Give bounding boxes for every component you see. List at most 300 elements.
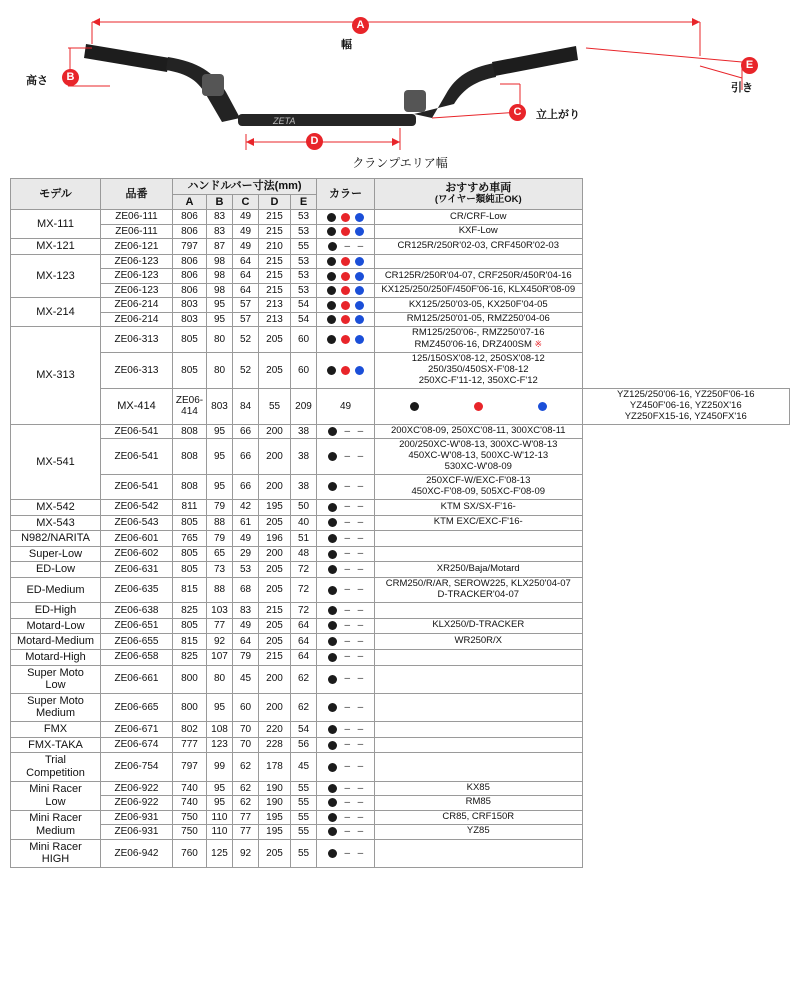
table-row xyxy=(11,224,790,239)
cell-dim-c: 77 xyxy=(233,810,259,825)
cell-dim-e: 38 xyxy=(291,439,317,475)
cell-color xyxy=(317,562,375,578)
cell-color xyxy=(317,327,375,353)
color-dot-red xyxy=(341,227,350,236)
cell-dim-c: 45 xyxy=(233,665,259,693)
color-dot-blue xyxy=(355,286,364,295)
cell-model: Super-Low xyxy=(11,546,101,562)
color-none: – xyxy=(344,517,351,529)
cell-dim-a: 805 xyxy=(173,515,207,531)
cell-dim-c: 62 xyxy=(233,796,259,811)
cell-dim-e: 64 xyxy=(291,618,317,634)
color-none: – xyxy=(357,620,364,632)
cell-model: MX-214 xyxy=(11,298,101,327)
cell-bike: CR85, CRF150R xyxy=(375,810,582,825)
cell-bike: KX85 xyxy=(375,781,582,796)
cell-dim-b: 95 xyxy=(207,693,233,721)
color-dot-black xyxy=(328,550,337,559)
cell-dim-e: 48 xyxy=(291,546,317,562)
cell-part-number: ZE06-121 xyxy=(101,239,173,255)
cell-dim-c: 61 xyxy=(233,515,259,531)
cell-dim-c: 79 xyxy=(233,649,259,665)
cell-bike xyxy=(375,753,582,781)
color-dot-blue xyxy=(355,272,364,281)
cell-part-number: ZE06-543 xyxy=(101,515,173,531)
cell-bike xyxy=(375,722,582,738)
color-dot-black xyxy=(328,606,337,615)
cell-color xyxy=(317,737,375,753)
cell-model: Motard-Low xyxy=(11,618,101,634)
cell-dim-c: 49 xyxy=(233,224,259,239)
cell-dim-c: 66 xyxy=(233,475,259,500)
cell-dim-a: 806 xyxy=(173,224,207,239)
cell-dim-d: 215 xyxy=(259,602,291,618)
cell-dim-d: 200 xyxy=(259,693,291,721)
cell-dim-d: 215 xyxy=(259,254,291,269)
cell-dim-d: 215 xyxy=(259,283,291,298)
cell-dim-e: 40 xyxy=(291,515,317,531)
cell-dim-c: 92 xyxy=(233,839,259,867)
table-row xyxy=(11,254,790,269)
color-none: – xyxy=(344,532,351,544)
cell-dim-a: 777 xyxy=(173,737,207,753)
cell-dim-a: 803 xyxy=(173,312,207,327)
cell-dim-c: 70 xyxy=(233,737,259,753)
cell-model: Motard-High xyxy=(11,649,101,665)
cell-dim-e: 55 xyxy=(291,839,317,867)
cell-color xyxy=(317,515,375,531)
cell-bike: YZ85 xyxy=(375,825,582,840)
table-row xyxy=(11,825,790,840)
color-dot-red xyxy=(341,366,350,375)
color-none: – xyxy=(357,673,364,685)
color-dot-black xyxy=(328,849,337,858)
color-dot-black xyxy=(328,518,337,527)
color-dot-blue xyxy=(538,402,547,411)
color-dot-red xyxy=(341,257,350,266)
cell-dim-c: 49 xyxy=(233,210,259,225)
cell-dim-b: 84 xyxy=(233,389,259,425)
color-none: – xyxy=(344,584,351,596)
color-dot-black xyxy=(328,827,337,836)
cell-bike xyxy=(375,649,582,665)
color-dot-black xyxy=(328,725,337,734)
header-row-1 xyxy=(11,179,790,195)
cell-color xyxy=(317,239,375,255)
badge-a: A xyxy=(352,17,369,34)
cell-dim-e: 54 xyxy=(291,312,317,327)
color-none: – xyxy=(357,651,364,663)
table-row xyxy=(11,283,790,298)
cell-dim-c: 70 xyxy=(233,722,259,738)
color-dot-black xyxy=(327,335,336,344)
cell-part-number: ZE06-123 xyxy=(101,269,173,284)
cell-color xyxy=(317,475,375,500)
th-dimensions: ハンドルバー寸法(mm) xyxy=(173,179,317,195)
cell-bike: KLX250/D-TRACKER xyxy=(375,618,582,634)
color-dot-black xyxy=(328,242,337,251)
table-row xyxy=(11,389,790,425)
cell-color xyxy=(317,499,375,515)
cell-color xyxy=(317,634,375,650)
cell-part-number: ZE06-313 xyxy=(101,327,173,353)
cell-part-number: ZE06-754 xyxy=(101,753,173,781)
cell-dim-c: 66 xyxy=(233,424,259,439)
cell-dim-b: 83 xyxy=(207,224,233,239)
cell-dim-e: 53 xyxy=(291,210,317,225)
cell-dim-e: 72 xyxy=(291,578,317,603)
cell-color xyxy=(317,353,375,389)
cell-dim-a: 811 xyxy=(173,499,207,515)
th-bike-line2: (ワイヤー類純正OK) xyxy=(434,194,522,205)
label-height: 高さ xyxy=(26,75,48,87)
cell-dim-a: 800 xyxy=(173,693,207,721)
color-none: – xyxy=(357,826,364,838)
color-none: – xyxy=(344,564,351,576)
cell-dim-b: 99 xyxy=(207,753,233,781)
cell-color xyxy=(317,825,375,840)
color-dot-red xyxy=(474,402,483,411)
cell-dim-b: 65 xyxy=(207,546,233,562)
cell-dim-e: 54 xyxy=(291,298,317,313)
spec-table xyxy=(10,178,790,868)
th-dim-b: B xyxy=(207,194,233,210)
color-dot-blue xyxy=(355,315,364,324)
cell-dim-a: 808 xyxy=(173,424,207,439)
color-none: – xyxy=(357,481,364,493)
cell-model: FMX xyxy=(11,722,101,738)
cell-dim-a: 815 xyxy=(173,634,207,650)
color-none: – xyxy=(357,532,364,544)
color-dot-black xyxy=(328,482,337,491)
cell-bike xyxy=(375,546,582,562)
table-row xyxy=(11,618,790,634)
cell-dim-b: 95 xyxy=(207,796,233,811)
cell-part-number: ZE06-631 xyxy=(101,562,173,578)
cell-bike: CR/CRF-Low xyxy=(375,210,582,225)
cell-dim-b: 125 xyxy=(207,839,233,867)
color-none: – xyxy=(357,761,364,773)
cell-dim-d: 205 xyxy=(259,618,291,634)
cell-color xyxy=(317,578,375,603)
cell-part-number: ZE06-123 xyxy=(101,283,173,298)
cell-part-number: ZE06-414 xyxy=(173,389,207,425)
th-dim-c: C xyxy=(233,194,259,210)
color-dot-black xyxy=(410,402,419,411)
cell-color xyxy=(317,439,375,475)
cell-dim-d: 210 xyxy=(259,239,291,255)
color-dot-black xyxy=(328,503,337,512)
cell-dim-c: 49 xyxy=(233,618,259,634)
color-none: – xyxy=(344,701,351,713)
cell-dim-b: 79 xyxy=(207,499,233,515)
cell-part-number: ZE06-665 xyxy=(101,693,173,721)
cell-dim-d: 228 xyxy=(259,737,291,753)
badge-c: C xyxy=(509,104,526,121)
cell-bike: WR250R/X xyxy=(375,634,582,650)
cell-dim-e: 50 xyxy=(291,499,317,515)
color-dot-black xyxy=(328,813,337,822)
cell-dim-a: 803 xyxy=(207,389,233,425)
cell-dim-b: 103 xyxy=(207,602,233,618)
cell-model: MX-541 xyxy=(11,424,101,499)
cell-model: FMX-TAKA xyxy=(11,737,101,753)
table-row xyxy=(11,353,790,389)
cell-part-number: ZE06-111 xyxy=(101,210,173,225)
cell-color xyxy=(317,298,375,313)
color-none: – xyxy=(357,584,364,596)
color-dot-black xyxy=(328,784,337,793)
table-body xyxy=(11,210,790,868)
cell-dim-d: 200 xyxy=(259,475,291,500)
cell-dim-c: 55 xyxy=(259,389,291,425)
cell-part-number: ZE06-214 xyxy=(101,298,173,313)
cell-bike: CR125R/250R'02-03, CRF450R'02-03 xyxy=(375,239,582,255)
th-bike xyxy=(375,179,582,210)
cell-dim-e: 64 xyxy=(291,634,317,650)
cell-dim-c: 52 xyxy=(233,353,259,389)
cell-dim-b: 80 xyxy=(207,327,233,353)
cell-dim-c: 77 xyxy=(233,825,259,840)
th-dim-d: D xyxy=(259,194,291,210)
th-dim-a: A xyxy=(173,194,207,210)
cell-model: Mini Racer Medium xyxy=(11,810,101,839)
handlebar-drawing xyxy=(0,0,800,176)
cell-dim-b: 87 xyxy=(207,239,233,255)
cell-part-number: ZE06-931 xyxy=(101,825,173,840)
cell-dim-d: 213 xyxy=(259,312,291,327)
label-clamp-area: クランプエリア幅 xyxy=(352,156,448,170)
color-none: – xyxy=(344,797,351,809)
cell-dim-c: 60 xyxy=(233,693,259,721)
label-width: 幅 xyxy=(341,39,352,51)
cell-dim-e: 62 xyxy=(291,693,317,721)
table-row xyxy=(11,796,790,811)
cell-color xyxy=(317,753,375,781)
color-none: – xyxy=(344,761,351,773)
cell-dim-a: 797 xyxy=(173,753,207,781)
color-none: – xyxy=(357,425,364,437)
th-dim-e: E xyxy=(291,194,317,210)
table-row xyxy=(11,499,790,515)
cell-dim-d: 200 xyxy=(259,665,291,693)
cell-color xyxy=(317,618,375,634)
color-none: – xyxy=(344,548,351,560)
cell-dim-b: 108 xyxy=(207,722,233,738)
color-dot-black xyxy=(328,798,337,807)
label-rise: 立上がり xyxy=(536,109,580,121)
color-none: – xyxy=(344,501,351,513)
table-row xyxy=(11,665,790,693)
color-none: – xyxy=(344,450,351,462)
cell-dim-e: 72 xyxy=(291,562,317,578)
cell-dim-e: 64 xyxy=(291,649,317,665)
cell-dim-a: 806 xyxy=(173,269,207,284)
cell-dim-e: 53 xyxy=(291,254,317,269)
cell-dim-b: 88 xyxy=(207,578,233,603)
table-row xyxy=(11,546,790,562)
cell-bike xyxy=(375,665,582,693)
cell-part-number: ZE06-123 xyxy=(101,254,173,269)
cell-dim-b: 110 xyxy=(207,825,233,840)
color-dot-blue xyxy=(355,366,364,375)
cell-part-number: ZE06-942 xyxy=(101,839,173,867)
cell-model: MX-543 xyxy=(11,515,101,531)
cell-dim-d: 205 xyxy=(259,515,291,531)
cell-part-number: ZE06-651 xyxy=(101,618,173,634)
cell-dim-a: 805 xyxy=(173,562,207,578)
handlebar-diagram xyxy=(0,0,800,176)
table-row xyxy=(11,649,790,665)
color-none: – xyxy=(344,673,351,685)
cell-dim-d: 220 xyxy=(259,722,291,738)
color-dot-red xyxy=(341,335,350,344)
cell-color xyxy=(317,602,375,618)
cell-dim-a: 808 xyxy=(173,439,207,475)
spec-table-wrap xyxy=(10,178,790,868)
svg-text:ZETA: ZETA xyxy=(273,116,296,126)
cell-dim-e: 72 xyxy=(291,602,317,618)
cell-dim-d: 200 xyxy=(259,546,291,562)
cell-model: Mini Racer Low xyxy=(11,781,101,810)
cell-part-number: ZE06-601 xyxy=(101,531,173,547)
color-none: – xyxy=(357,701,364,713)
cell-color xyxy=(375,389,582,425)
cell-color xyxy=(317,665,375,693)
cell-dim-c: 62 xyxy=(233,781,259,796)
cell-dim-b: 92 xyxy=(207,634,233,650)
color-dot-black xyxy=(327,213,336,222)
cell-part-number: ZE06-922 xyxy=(101,781,173,796)
cell-dim-a: 797 xyxy=(173,239,207,255)
cell-model: Trial Competition xyxy=(11,753,101,781)
color-none: – xyxy=(344,635,351,647)
cell-part-number: ZE06-635 xyxy=(101,578,173,603)
cell-color xyxy=(317,649,375,665)
cell-dim-c: 64 xyxy=(233,283,259,298)
cell-part-number: ZE06-671 xyxy=(101,722,173,738)
color-dot-blue xyxy=(355,227,364,236)
cell-dim-b: 95 xyxy=(207,424,233,439)
cell-dim-b: 98 xyxy=(207,254,233,269)
table-row xyxy=(11,239,790,255)
cell-dim-a: 750 xyxy=(173,825,207,840)
table-row xyxy=(11,298,790,313)
cell-dim-d: 205 xyxy=(259,839,291,867)
table-row xyxy=(11,781,790,796)
cell-color xyxy=(317,269,375,284)
color-dot-black xyxy=(328,675,337,684)
cell-bike: RM125/250'06-, RMZ250'07-16 RMZ450'06-16, DRZ400SM ※ xyxy=(375,327,582,353)
cell-dim-b: 88 xyxy=(207,515,233,531)
color-dot-black xyxy=(327,366,336,375)
th-color: カラー xyxy=(317,179,375,210)
table-row xyxy=(11,269,790,284)
cell-dim-d: 205 xyxy=(259,327,291,353)
cell-color xyxy=(317,210,375,225)
cell-dim-c: 68 xyxy=(233,578,259,603)
cell-dim-d: 215 xyxy=(259,649,291,665)
cell-color xyxy=(317,796,375,811)
cell-model: ED-Medium xyxy=(11,578,101,603)
table-row xyxy=(11,693,790,721)
color-none: – xyxy=(357,847,364,859)
cell-dim-b: 95 xyxy=(207,298,233,313)
color-none: – xyxy=(344,620,351,632)
cell-dim-e: 56 xyxy=(291,737,317,753)
color-none: – xyxy=(344,425,351,437)
cell-dim-e: 53 xyxy=(291,283,317,298)
color-dot-black xyxy=(327,257,336,266)
cell-dim-a: 825 xyxy=(173,602,207,618)
cell-part-number: ZE06-922 xyxy=(101,796,173,811)
color-dot-black xyxy=(327,315,336,324)
cell-model: MX-313 xyxy=(11,327,101,424)
cell-dim-d: 205 xyxy=(259,578,291,603)
cell-part-number: ZE06-602 xyxy=(101,546,173,562)
cell-dim-d: 200 xyxy=(259,439,291,475)
cell-bike xyxy=(375,254,582,269)
cell-dim-a: 802 xyxy=(173,722,207,738)
cell-part-number: ZE06-638 xyxy=(101,602,173,618)
cell-dim-d: 195 xyxy=(259,499,291,515)
cell-dim-a: 740 xyxy=(173,796,207,811)
color-dot-black xyxy=(328,637,337,646)
cell-dim-a: 805 xyxy=(173,618,207,634)
cell-dim-e: 55 xyxy=(291,796,317,811)
table-row xyxy=(11,531,790,547)
cell-dim-b: 95 xyxy=(207,439,233,475)
cell-dim-d: 213 xyxy=(259,298,291,313)
cell-dim-a: 805 xyxy=(173,327,207,353)
table-row xyxy=(11,753,790,781)
cell-model: N982/NARITA xyxy=(11,531,101,547)
cell-model: MX-123 xyxy=(11,254,101,298)
cell-dim-a: 740 xyxy=(173,781,207,796)
color-none: – xyxy=(357,450,364,462)
cell-model: Super Moto Low xyxy=(11,665,101,693)
th-model: モデル xyxy=(11,179,101,210)
cell-dim-e: 38 xyxy=(291,424,317,439)
color-dot-red xyxy=(341,272,350,281)
cell-dim-b: 80 xyxy=(207,665,233,693)
color-none: – xyxy=(344,847,351,859)
cell-dim-d: 215 xyxy=(259,269,291,284)
cell-dim-d: 178 xyxy=(259,753,291,781)
cell-dim-e: 45 xyxy=(291,753,317,781)
color-none: – xyxy=(357,517,364,529)
cell-dim-a: 805 xyxy=(173,546,207,562)
color-dot-black xyxy=(328,763,337,772)
cell-part-number: ZE06-214 xyxy=(101,312,173,327)
table-row xyxy=(11,562,790,578)
color-dot-blue xyxy=(355,213,364,222)
color-dot-blue xyxy=(355,301,364,310)
color-dot-red xyxy=(341,213,350,222)
cell-dim-d: 190 xyxy=(259,781,291,796)
cell-dim-c: 62 xyxy=(233,753,259,781)
cell-dim-a: 806 xyxy=(173,283,207,298)
cell-dim-c: 57 xyxy=(233,312,259,327)
color-dot-blue xyxy=(355,335,364,344)
cell-model: MX-121 xyxy=(11,239,101,255)
cell-dim-e: 53 xyxy=(291,269,317,284)
table-row xyxy=(11,839,790,867)
cell-part-number: ZE06-931 xyxy=(101,810,173,825)
color-none: – xyxy=(357,604,364,616)
table-row xyxy=(11,515,790,531)
cell-dim-c: 49 xyxy=(233,239,259,255)
